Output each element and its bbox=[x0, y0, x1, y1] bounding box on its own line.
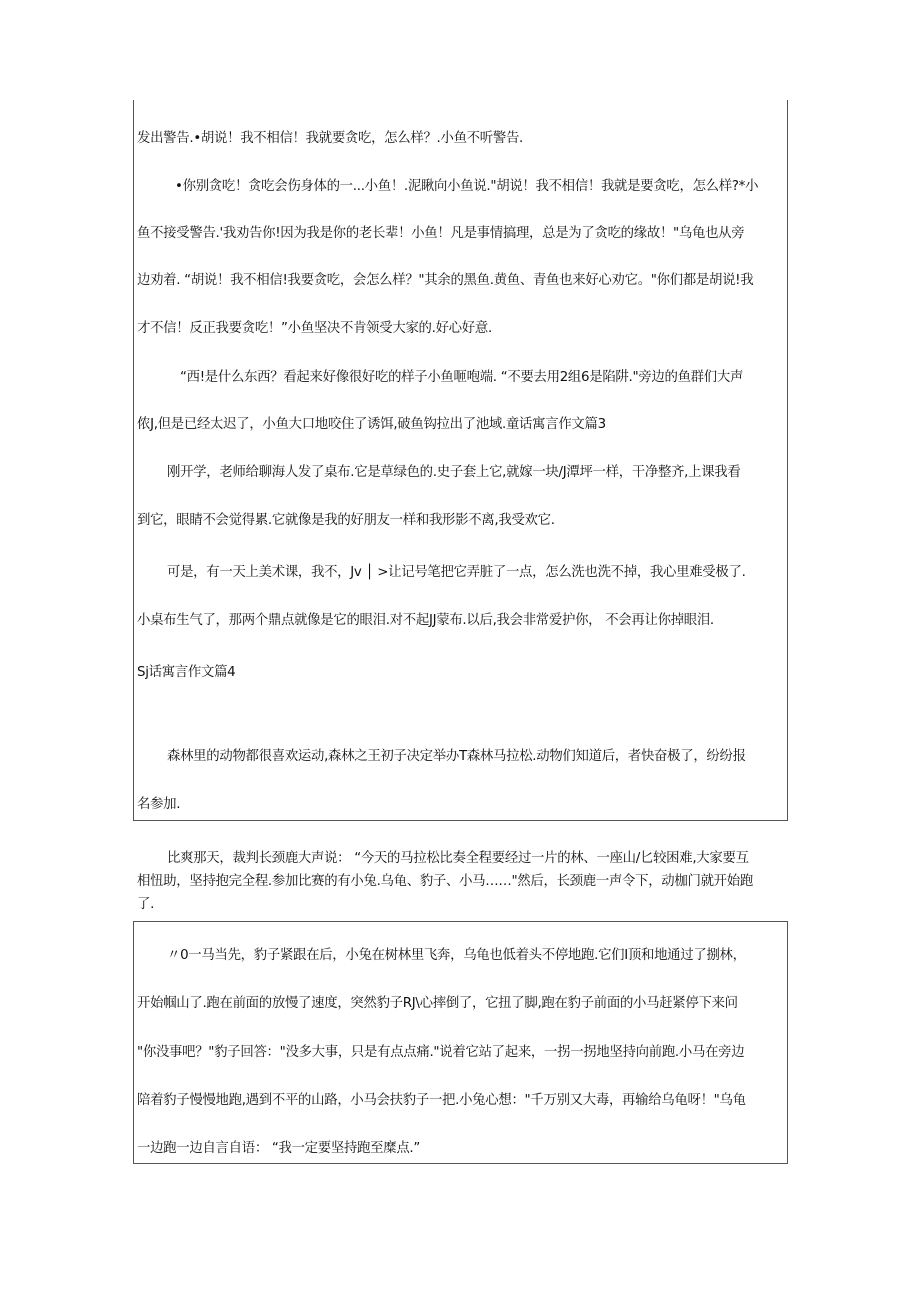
text-line: 陪着豹子慢慢地跑,遇到不平的山路，小马会扶豹子一把.小兔心想："千万别又大毒，再输给乌龟呀！"乌龟 bbox=[137, 1093, 746, 1108]
text-line: 侬J,但是已经太迟了，小鱼大口地咬住了诱饵,破鱼钩拉出了池域.童话寓言作文篇3 bbox=[137, 417, 606, 432]
text-line: 比爽那天，裁判长颈鹿大声说： “今天的马拉松比奏全程要经过一片的林、一座山/匕较困难,大家要互 bbox=[167, 851, 749, 866]
text-line: 森林里的动物都很喜欢运动,森林之王初子决定举办T森林马拉松.动物们知道后，者快奋极了，纷纷报 bbox=[167, 749, 746, 764]
text-line: 刚开学，老师给聊海人发了桌布.它是草绿色的.史子套上它,就嫁一块/J潭坪一样，干净整齐,上课我看 bbox=[167, 465, 741, 480]
section-heading: Sj话寓言作文篇4 bbox=[137, 665, 236, 680]
text-line: 边劝着. “胡说！我不相信!我要贪吃，会怎么样？"其余的黑鱼.黄鱼、青鱼也来好心劝它。"你们都是胡说!我 bbox=[137, 273, 754, 288]
text-line: 到它，眼睛不会觉得累.它就像是我的好朋友一样和我形影不离,我受欢它. bbox=[137, 513, 555, 528]
text-line: 才不信！反正我要贪吃！”小鱼坚决不肯领受大家的.好心好意. bbox=[137, 321, 492, 336]
text-line: “西!是什么东西？看起来好像很好吃的样子小鱼咂咆端. “不要去用2组6是陷阱."旁边的鱼群们大声 bbox=[180, 370, 744, 385]
text-line: •你别贪吃！贪吃会伤身体的一...小鱼！.泥瞅向小鱼说."胡说！我不相信！我就是要贪吃，怎么样?*小 bbox=[175, 179, 759, 194]
text-line: 〃0一马当先，豹子紧跟在后，小兔在树林里飞奔，乌龟也低着头不停地跑.它们I顶和地通过了捌林， bbox=[167, 948, 746, 963]
text-line: 名参加. bbox=[137, 797, 181, 812]
text-line: 相忸助，坚持抱完全程.参加比赛的有小兔.乌龟、豹子、小马……"然后，长颈鹿一声令下，动枷门就开始跑 bbox=[137, 874, 753, 889]
text-line: 发出警告.•胡说！我不相信！我就要贪吃，怎么样？.小鱼不听警告. bbox=[137, 131, 524, 146]
text-line: 开始帼山了.跑在前面的放慢了速度，突然豹子RJ\心摔倒了，它扭了脚,跑在豹子前面的小马赶紧停下来问 bbox=[137, 996, 738, 1011]
text-line: 一边跑一边自言自语： “我一定要坚持跑至糜点.” bbox=[137, 1141, 420, 1156]
text-line: "你没事吧？"豹子回答："没多大事，只是有点点痛."说着它站了起来，一拐一拐地坚持向前跑.小马在旁边 bbox=[137, 1045, 745, 1060]
text-line: 小桌布生气了，那两个鼎点就像是它的眼泪.对不起JJ蒙布.以后,我会非常爱护你， 不会再让你掉眼泪. bbox=[137, 613, 714, 628]
text-line: 可是，有一天上美术课，我不，Jv │ >让记号笔把它弄脏了一点，怎么洗也洗不掉，我心里难受极了. bbox=[167, 565, 746, 580]
text-line: 了. bbox=[137, 897, 155, 912]
text-line: 鱼不接受警告.'我劝告你!因为我是你的老长辈！小鱼！凡是事情搞理，总是为了贪吃的缘故！"乌龟也从旁 bbox=[137, 226, 745, 241]
text-box-1 bbox=[133, 100, 788, 821]
